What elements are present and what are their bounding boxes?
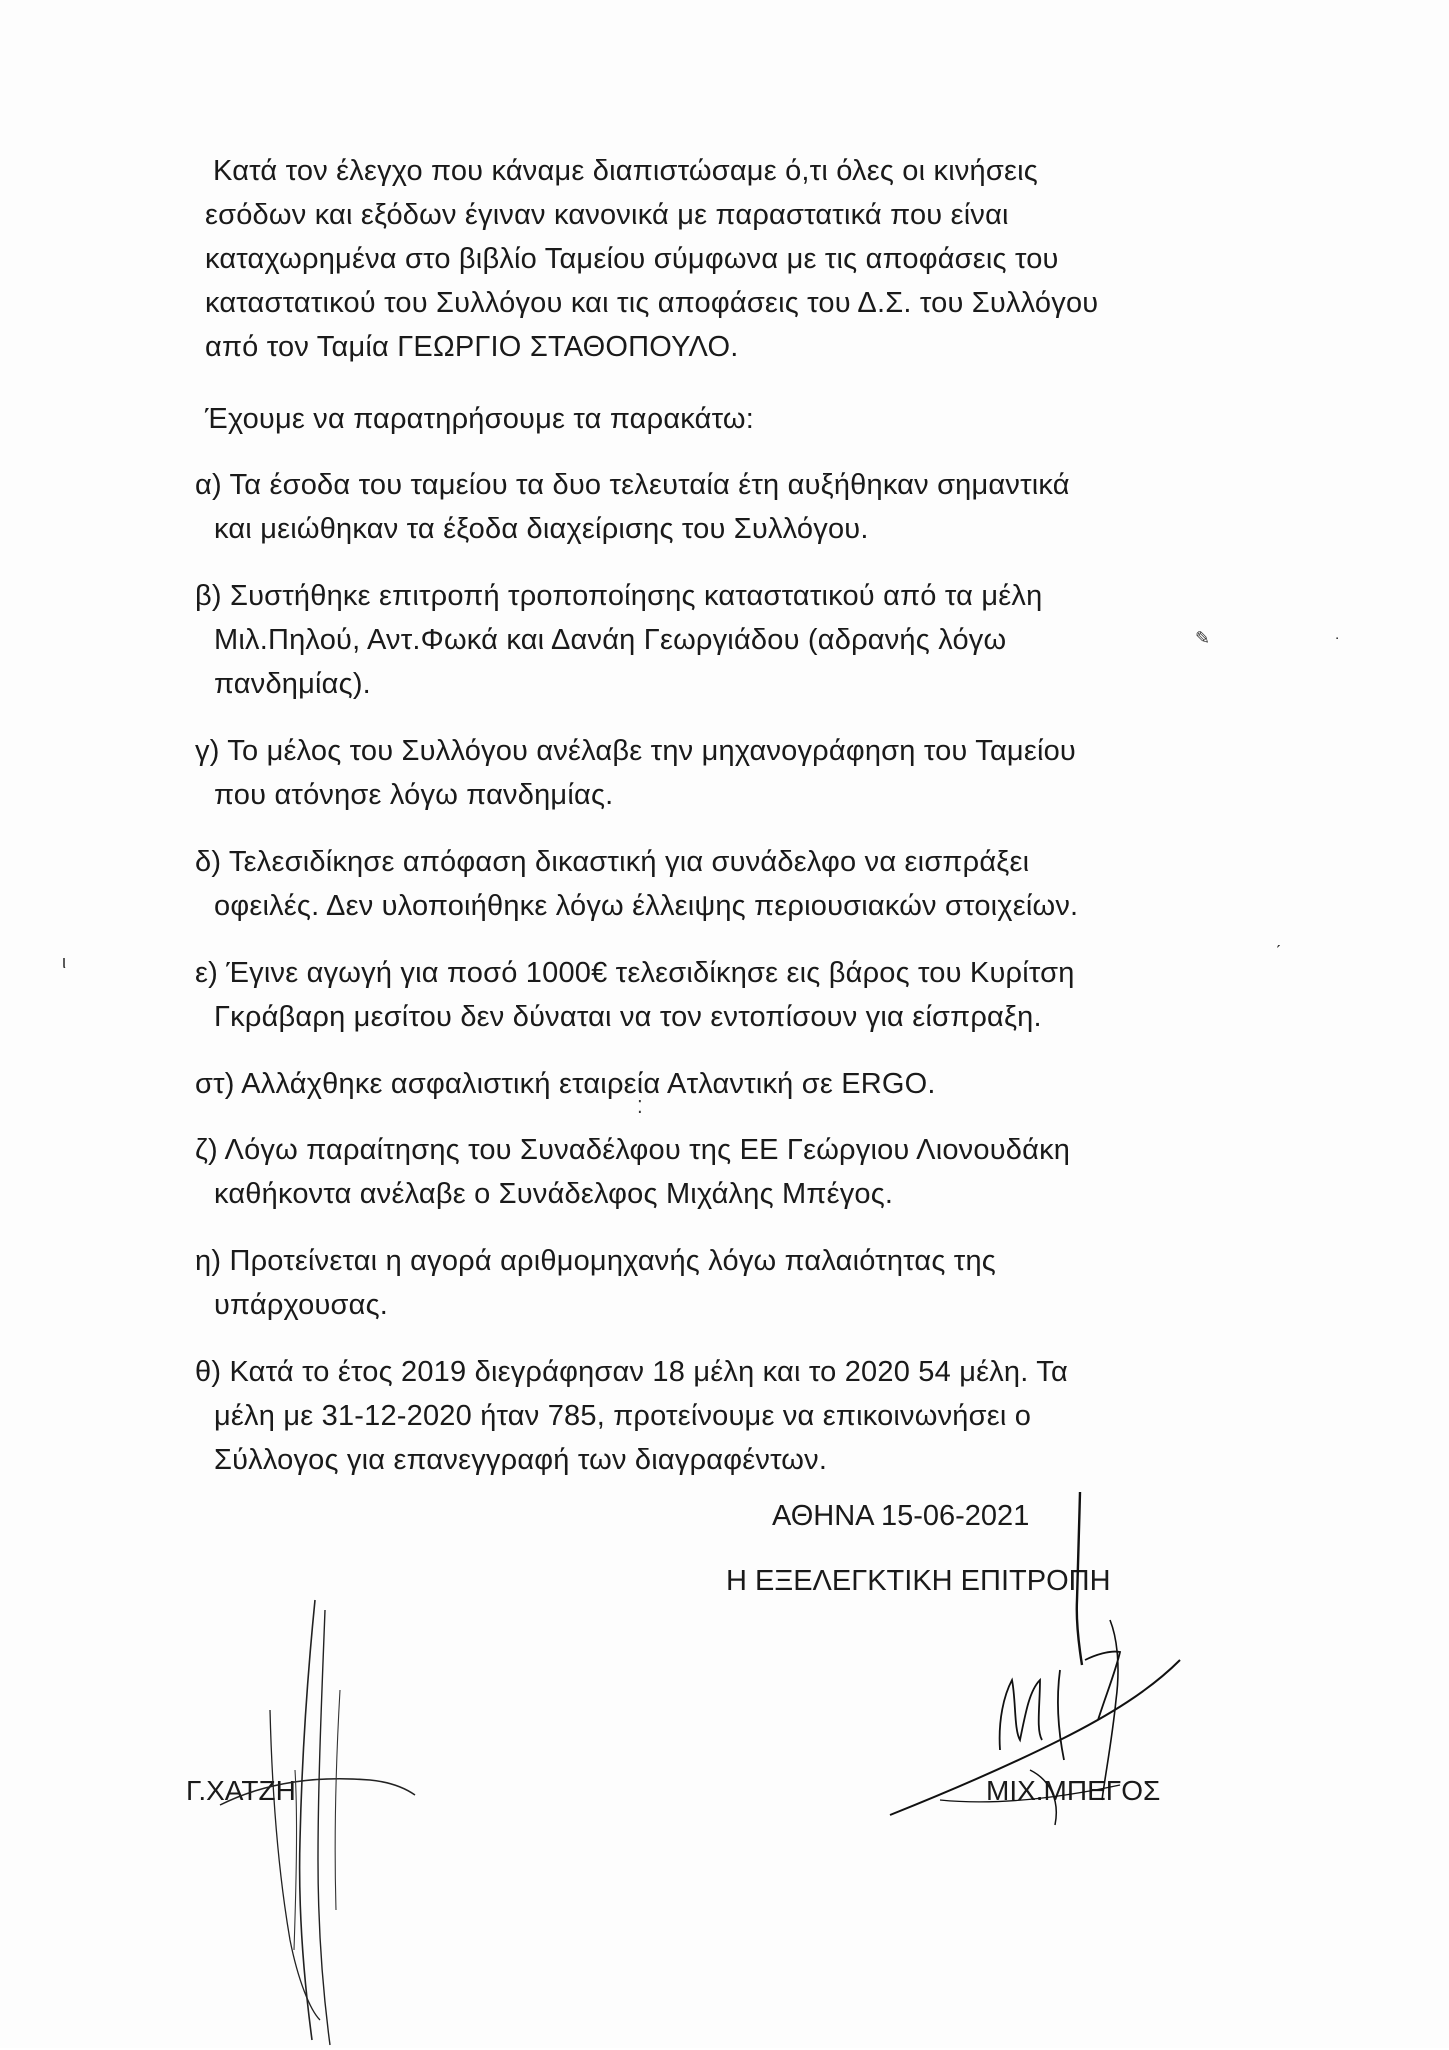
intro-line: εσόδων και εξόδων έγιναν κανονικά με παραστατικά που είναι [205, 199, 1009, 231]
signer-left: Γ.ΧΑΤΖΗ [186, 1775, 296, 1806]
remark-line: καθήκοντα ανέλαβε ο Συνάδελφος Μιχάλης Μπέγος. [214, 1178, 894, 1210]
remark-line: ε) Έγινε αγωγή για ποσό 1000€ τελεσιδίκησε εις βάρος του Κυρίτση [195, 957, 1075, 989]
remarks-heading: Έχουμε να παρατηρήσουμε τα παρακάτω: [205, 403, 754, 435]
committee-title: Η ΕΞΕΛΕΓΚΤΙΚΗ ΕΠΙΤΡΟΠΗ [726, 1565, 1111, 1597]
remark-line: δ) Τελεσιδίκησε απόφαση δικαστική για συνάδελφο να εισπράξει [195, 846, 1030, 878]
remark-alpha [195, 463, 1070, 551]
remark-line: και μειώθηκαν τα έξοδα διαχείρισης του Συλλόγου. [214, 513, 869, 545]
intro-line: καταχωρημένα στο βιβλίο Ταμείου σύμφωνα με τις αποφάσεις του [205, 243, 1059, 275]
remark-delta [195, 840, 1078, 928]
remark-epsilon [195, 951, 1075, 1039]
remark-line: μέλη με 31-12-2020 ήταν 785, προτείνουμε να επικοινωνήσει ο [214, 1400, 1032, 1432]
scan-speck: ⁚ [637, 1097, 643, 1117]
remark-line: η) Προτείνεται η αγορά αριθμομηχανής λόγω παλαιότητας της [195, 1245, 996, 1277]
remark-stigma [195, 1062, 936, 1106]
remark-line: Γκράβαρη μεσίτου δεν δύναται να τον εντοπίσουν για είσπραξη. [214, 1001, 1042, 1033]
remark-line: πανδημίας). [214, 668, 371, 700]
remark-line: που ατόνησε λόγω πανδημίας. [214, 779, 614, 811]
scan-speck: ˙ [1335, 635, 1341, 655]
scan-speck: ✎ [1195, 628, 1211, 648]
remark-line: γ) Το μέλος του Συλλόγου ανέλαβε την μηχανογράφηση του Ταμείου [195, 735, 1076, 767]
remark-line: β) Συστήθηκε επιτροπή τροποποίησης καταστατικού από τα μέλη [195, 580, 1043, 612]
scan-speck: ˏ [1275, 928, 1281, 948]
place-date: ΑΘΗΝΑ 15-06-2021 [772, 1500, 1030, 1532]
intro-line: από τον Ταμία ΓΕΩΡΓΙΟ ΣΤΑΘΟΠΟΥΛΟ. [205, 331, 739, 363]
intro-paragraph [205, 149, 1098, 369]
scan-speck: ι [62, 952, 66, 972]
remark-zeta [195, 1128, 1070, 1216]
remark-line: υπάρχουσας. [214, 1289, 389, 1321]
remark-beta [195, 574, 1042, 706]
intro-line: Κατά τον έλεγχο που κάναμε διαπιστώσαμε ό,τι όλες οι κινήσεις [213, 155, 1038, 187]
remark-line: θ) Κατά το έτος 2019 διεγράφησαν 18 μέλη και το 2020 54 μέλη. Τα [195, 1356, 1068, 1388]
remark-line: α) Τα έσοδα του ταμείου τα δυο τελευταία έτη αυξήθηκαν σημαντικά [195, 469, 1070, 501]
remark-line: Μιλ.Πηλού, Αντ.Φωκά και Δανάη Γεωργιάδου (αδρανής λόγω [214, 624, 1007, 656]
signer-right: ΜΙΧ.ΜΠΕΓΟΣ [986, 1775, 1161, 1806]
remark-line: στ) Αλλάχθηκε ασφαλιστική εταιρεία Ατλαντική σε ERGO. [195, 1068, 936, 1100]
remark-line: Σύλλογος για επανεγγραφή των διαγραφέντων. [214, 1444, 828, 1476]
remark-eta [195, 1239, 996, 1327]
intro-line: καταστατικού του Συλλόγου και τις αποφάσεις του Δ.Σ. του Συλλόγου [205, 287, 1099, 319]
remark-line: οφειλές. Δεν υλοποιήθηκε λόγω έλλειψης περιουσιακών στοιχείων. [214, 890, 1079, 922]
signature-left [200, 1590, 420, 2050]
remark-theta [195, 1350, 1068, 1482]
signature-right [880, 1600, 1200, 1860]
remark-gamma [195, 729, 1076, 817]
remark-line: ζ) Λόγω παραίτησης του Συναδέλφου της ΕΕ Γεώργιου Λιονουδάκη [195, 1134, 1071, 1166]
